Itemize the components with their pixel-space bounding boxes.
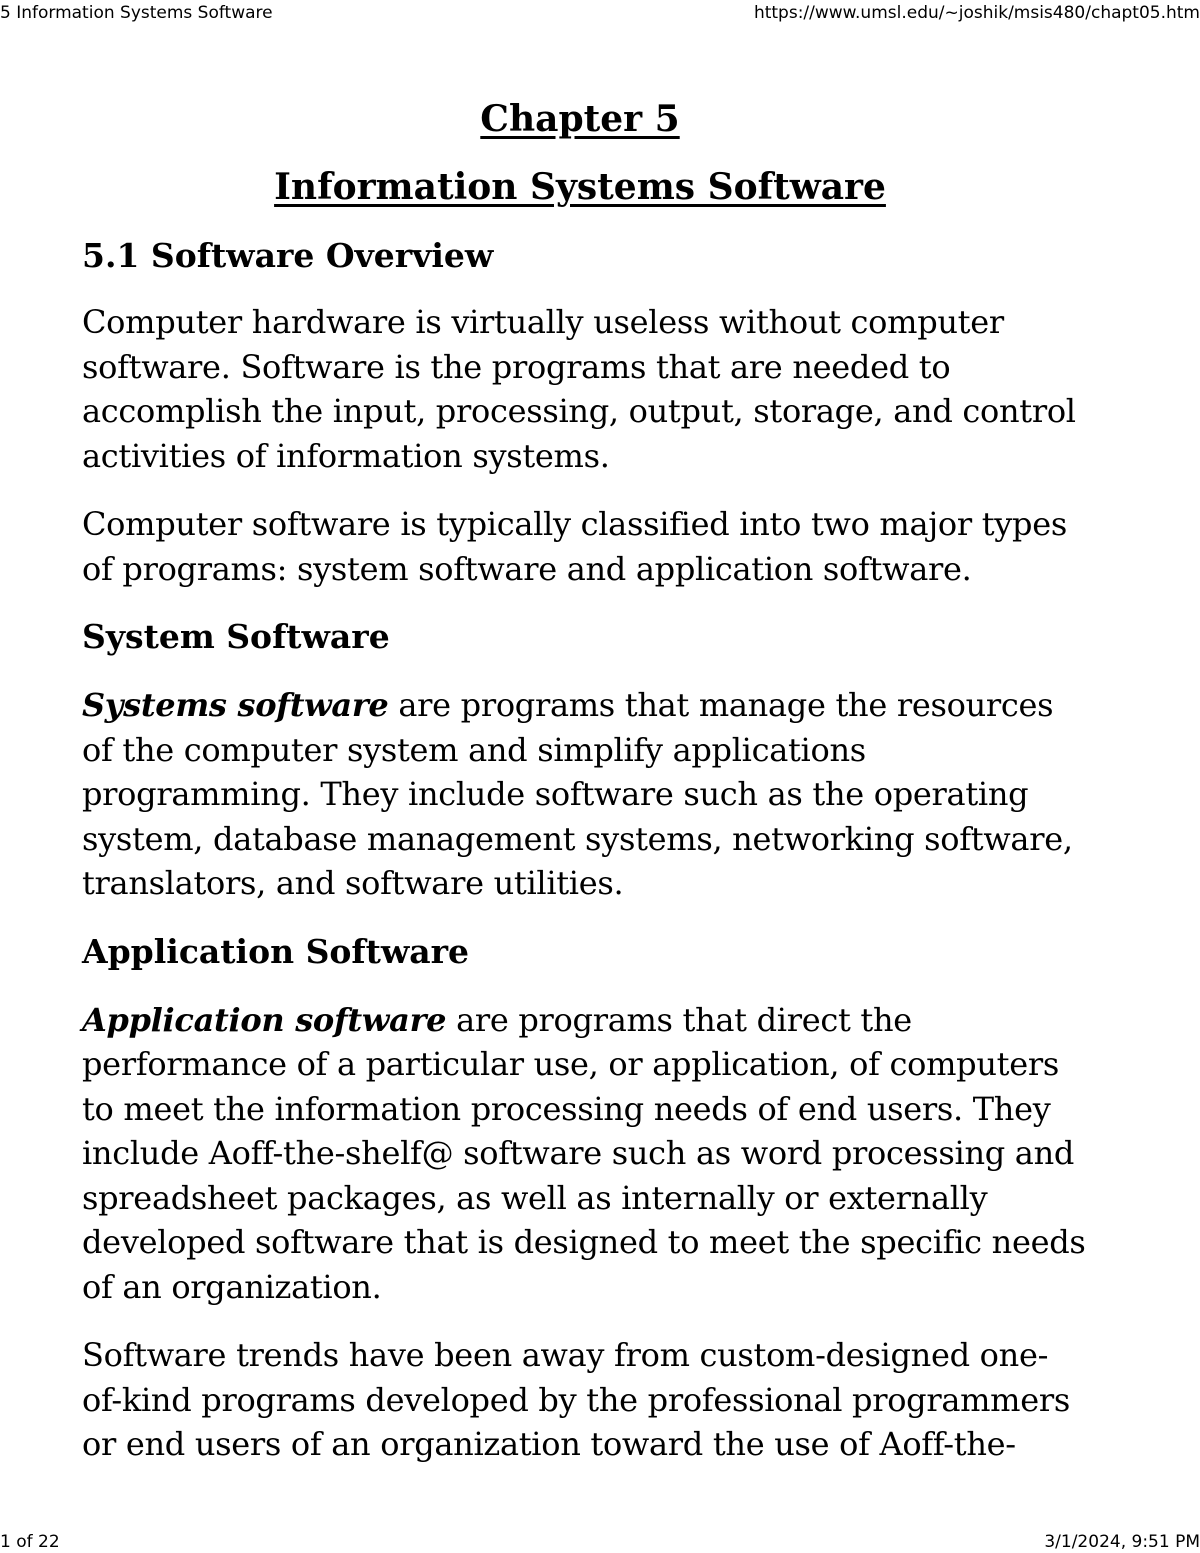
- text-line: spreadsheet packages, as well as internally or externally: [82, 1178, 988, 1217]
- paragraph-software-overview: [82, 300, 1122, 478]
- text-line: of an organization.: [82, 1267, 382, 1306]
- print-header-title: 5 Information Systems Software: [0, 3, 273, 23]
- text-line: accomplish the input, processing, output, storage, and control: [82, 392, 1076, 430]
- text-fragment: are programs that direct the: [446, 1000, 912, 1039]
- paragraph-software-trends: [82, 1333, 1122, 1467]
- text-line: programming. They include software such as the operating: [82, 775, 1029, 813]
- text-line: [82, 683, 1122, 728]
- text-line: to meet the information processing needs of end users. They: [82, 1089, 1051, 1128]
- text-line: performance of a particular use, or application, of computers: [82, 1045, 1059, 1083]
- print-header: [0, 3, 1200, 23]
- print-footer: [0, 1532, 1200, 1552]
- text-line: of the computer system and simplify applications: [82, 730, 866, 769]
- chapter-title: Information Systems Software: [274, 166, 886, 208]
- text-line: Software trends have been away from custom-designed one-: [82, 1336, 1049, 1374]
- text-fragment: are programs that manage the resources: [388, 686, 1054, 724]
- text-line: include Aoff-the-shelf@ software such as word processing and: [82, 1134, 1075, 1172]
- text-line: or end users of an organization toward the use of Aoff-the-: [82, 1425, 1016, 1463]
- text-line: system, database management systems, networking software,: [82, 819, 1073, 858]
- system-software-heading: System Software: [82, 617, 390, 656]
- text-line: of programs: system software and application software.: [82, 549, 972, 588]
- text-line: Computer hardware is virtually useless without computer: [82, 303, 1004, 341]
- document-body: [82, 96, 1122, 1467]
- page-number: 1 of 22: [0, 1532, 60, 1552]
- chapter-heading: Chapter 5: [480, 98, 680, 140]
- text-line: Computer software is typically classified into two major types: [82, 505, 1067, 543]
- print-header-url: https://www.umsl.edu/~joshik/msis480/chapt05.htm: [753, 3, 1200, 23]
- application-software-term: Application software: [82, 1000, 447, 1039]
- text-line: activities of information systems.: [82, 436, 610, 475]
- paragraph-application-software: [82, 998, 1122, 1310]
- section-heading: 5.1 Software Overview: [82, 236, 494, 275]
- paragraph-system-software: [82, 683, 1122, 906]
- paragraph-software-types: [82, 502, 1122, 591]
- print-datetime: 3/1/2024, 9:51 PM: [1044, 1532, 1200, 1552]
- system-software-term: Systems software: [82, 686, 389, 724]
- application-software-heading: Application Software: [82, 931, 470, 971]
- text-line: translators, and software utilities.: [82, 864, 624, 902]
- text-line: developed software that is designed to meet the specific needs: [82, 1223, 1086, 1261]
- text-line: [82, 998, 1122, 1043]
- text-line: of-kind programs developed by the professional programmers: [82, 1380, 1070, 1419]
- text-line: software. Software is the programs that are needed to: [82, 347, 951, 386]
